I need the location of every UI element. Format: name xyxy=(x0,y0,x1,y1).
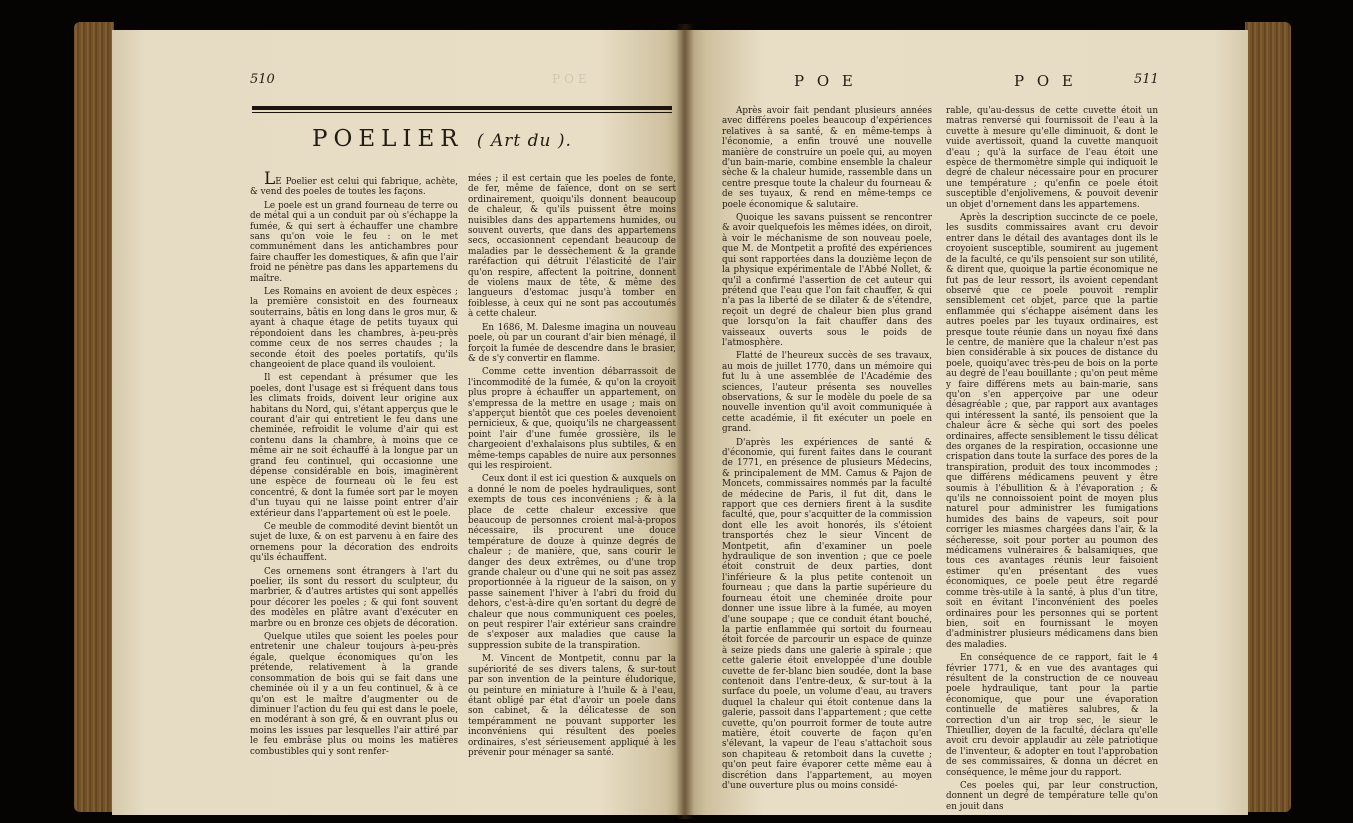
paragraph: En 1686, M. Dalesme imagina un nouveau poele, où par un courant d'air bien ménagé, il forçoit la fumée de descendre dans le brasier, & de s'y convertir en flamme. xyxy=(468,322,676,364)
paragraph: D'après les expériences de santé & d'économie, qui furent faites dans le courant de 1771, en présence de plusieurs Médecins, & principalement de MM. Camus & Pajon de Moncets, commissaires nommés par la faculté de médecine de Paris, il fut dit, dans le rapport que ces derniers firent à la susdite faculté, que, pour s'acquitter de la commission dont elle les avoit honorés, ils s'étoient transportés chez le sieur Vincent de Montpetit, afin d'examiner un poele hydraulique de son invention ; que ce poele étoit construit de deux parties, dont l'inférieure & la plus petite contenoit un fourneau ; que dans la partie supérieure du fourneau étoit une cheminée droite pour donner une issue libre à la fumée, au moyen d'une soupape ; que ce conduit étant bouché, la partie enflammée qui sortoit du fourneau étoit forcée de parcourir un espace de quinze à seize pieds dans une galerie à spirale ; que cette galerie étoit enveloppée d'une double cuvette de fer-blanc bien soudée, dont la base contenoit dans l'entre-deux, & sur-tout à la surface du poele, un volume d'eau, au travers duquel la chaleur qui étoit contenue dans la galerie, passoit dans l'appartement ; que cette cuvette, qu'on pourroit former de toute autre matière, étoit couverte de façon qu'en s'élevant, la vapeur de l'eau s'attachoit sous son chapiteau & retomboit dans la cuvette ; qu'on peut faire évaporer cette même eau à discrétion dans l'appartement, au moyen d'une ouverture plus ou moins considé- xyxy=(722,437,932,791)
paragraph: Ce meuble de commodité devint bientôt un sujet de luxe, & on est parvenu à en faire des ornemens pour la décoration des endroits qu'ils échauffent. xyxy=(250,522,458,564)
title-rule-thick xyxy=(252,106,672,110)
article-title-sub: ( Art du ). xyxy=(476,131,572,151)
paragraph: Il est cependant à présumer que les poeles, dont l'usage est si fréquent dans tous les climats froids, doivent leur origine aux habitans du Nord, qui, s'étant apperçus que le courant d'air qui entretient le feu dans une cheminée, refroidit le volume d'air qui est contenu dans la chambre, à moins que ce même air ne soit échauffé à la longue par un grand feu continuel, qui occasionne une dépense considérable en bois, imaginèrent une espèce de fourneau où le feu est concentré, & dont la fumée sort par le moyen d'un tuyau qui ne laisse point entrer d'air extérieur dans l'appartement où est le poele. xyxy=(250,373,458,519)
paragraph: LE Poelier est celui qui fabrique, achète, & vend des poeles de toutes les façons. xyxy=(250,169,458,198)
page-number: 510 xyxy=(250,72,275,87)
book-fore-edge-right xyxy=(1245,22,1291,812)
paragraph: rable, qu'au-dessus de cette cuvette étoit un matras renversé qui fournissoit de l'eau à la cuvette à mesure qu'elle diminuoit, & dont le vuide avertissoit, quand la cuvette manquoit d'eau ; qu'à la surface de l'eau étoit une espèce de thermomètre simple qui indiquoit le degré de chaleur nécessaire pour en procurer une température ; qu'enfin ce poele étoit susceptible d'enjolivemens, & pouvoit devenir un objet d'ornement dans les appartemens. xyxy=(946,106,1158,210)
title-rule-thin xyxy=(252,112,672,113)
article-title-main: POELIER xyxy=(312,126,464,152)
text-column-2 xyxy=(468,174,676,804)
article-title xyxy=(312,126,672,152)
paragraph: Ces poeles qui, par leur construction, donnent un degré de température telle qu'on en jouit dans xyxy=(946,781,1158,812)
paragraph: Après avoir fait pendant plusieurs années avec différens poeles beaucoup d'expériences relatives à sa santé, & en même-temps à l'économie, a enfin trouvé une nouvelle manière de construire un poele qui, au moyen d'un bain-marie, combine ensemble la chaleur sèche & la chaleur humide, rassemble dans un centre presque toute la chaleur du fourneau & de ses tuyaux, & rend en même-temps ce poele économique & salutaire. xyxy=(722,106,932,210)
text-column-1 xyxy=(722,106,932,806)
paragraph: Le poele est un grand fourneau de terre ou de métal qui a un conduit par où s'échappe la fumée, & qui sert à échauffer une chambre sans qu'on voie le feu : on le met communément dans les antichambres pour faire chauffer les domestiques, & afin que l'air froid ne pénètre pas dans les appartemens du maître. xyxy=(250,200,458,284)
paragraph: En conséquence de ce rapport, fait le 4 février 1771, & en vue des avantages qui résultent de la construction de ce nouveau poele hydraulique, tant pour la partie économique, que pour une évaporation continuelle de matières salubres, & la correction d'un air trop sec, le sieur le Thieullier, doyen de la faculté, déclara qu'elle avoit cru devoir applaudir au zèle patriotique de l'inventeur, & adopter en tout l'approbation de ses commissaires, & donna un décret en conséquence, le même jour du rapport. xyxy=(946,653,1158,778)
running-head-left: P O E xyxy=(794,72,857,90)
paragraph: mées ; il est certain que les poeles de fonte, de fer, même de faïence, dont on se sert ordinairement, quoiqu'ils donnent beaucoup de chaleur, & qu'ils puissent être moins nuisibles dans des appartemens humides, ou souvent ouverts, que dans des appartemens secs, occasionnent cependant beaucoup de maladies par le dessèchement & la grande raréfaction qui détruit l'élasticité de l'air qu'on respire, affectent la poitrine, donnent de violens maux de tête, & même des langueurs d'estomac jusqu'à tomber en foiblesse, à ceux qui ne sont pas accoutumés à cette chaleur. xyxy=(468,174,676,320)
paragraph: Comme cette invention débarrassoit de l'incommodité de la fumée, & qu'on la croyoit plus propre à échauffer un appartement, on s'empressa de la mettre en usage ; mais on s'apperçut bientôt que ces poeles devenoient pernicieux, & que, quoiqu'ils ne chargeassent point l'air d'une fumée grossière, ils le chargeoient d'exhalaisons plus subtiles, & en même-temps capables de nuire aux personnes qui les respiroient. xyxy=(468,367,676,471)
paragraph: Après la description succincte de ce poele, les susdits commissaires avant cru devoir entrer dans le détail des avantages dont ils le croyoient susceptible, soumirent au jugement de la faculté, ce qu'ils pensoient sur son utilité, & dirent que, quoique la partie économique ne fut pas de leur ressort, ils avoient cependant observé que ce poele pouvoit remplir sensiblement cet objet, parce que la partie enflammée qui s'échappe aisément dans les autres poeles par les tuyaux ordinaires, est presque toute réunie dans un noyau fixé dans le centre, de manière que la chaleur n'est pas bien considérable à six pouces de distance du poele, quoiqu'avec très-peu de bois on la porte au degré de l'eau bouillante ; qu'on peut même y faire différens mets au bain-marie, sans qu'on s'en apperçoive par une odeur désagréable ; que, par rapport aux avantages qui intéressent la santé, ils pensoient que la chaleur âcre & sèche qui sort des poeles ordinaires, affecte sensiblement le tissu délicat des organes de la respiration, occasionne une crispation dans toute la surface des pores de la transpiration, produit des toux incommodes ; que différens médicamens peuvent y être soumis à l'ébullition & à l'évaporation ; & qu'ils ne connoissoient point de moyen plus naturel pour administrer les fumigations humides des bains de vapeurs, soit pour corriger les miasmes chargées dans l'air, & la sécheresse, soit pour porter au poumon des médicamens vulnéraires & balsamiques, que tous ces avantages réunis leur faisoient estimer qu'en présentant des vues économiques, ce poele peut être regardé comme très-utile à la santé, à plus d'un titre, soit en évitant l'inconvénient des poeles ordinaires pour les personnes qui se portent bien, soit en fournissant le moyen d'administrer plusieurs médicamens dans bien des maladies. xyxy=(946,213,1158,650)
running-head-right: P O E xyxy=(1014,72,1077,90)
book-gutter-shadow xyxy=(676,24,694,819)
book-fore-edge-left xyxy=(74,22,114,812)
paragraph: Quoique les savans puissent se rencontrer & avoir quelquefois les mêmes idées, on diroit, à voir le méchanisme de son nouveau poele, que M. de Montpetit a profité des expériences qui sont rapportées dans la douzième leçon de la physique expérimentale de l'Abbé Nollet, & qu'il a confirmé l'assertion de cet auteur qui prétend que l'eau que l'on fait chauffer, & qui n'a pas la liberté de se dilater & de s'étendre, reçoit un degré de chaleur bien plus grand que lorsqu'on la fait chauffer dans des vaisseaux ouverts sous le poids de l'atmosphère. xyxy=(722,213,932,348)
page-number: 511 xyxy=(1134,72,1159,87)
text-column-2 xyxy=(946,106,1158,812)
right-page xyxy=(684,30,1248,815)
paragraph: Quelque utiles que soient les poeles pour entretenir une chaleur toujours à-peu-près égale, quelque économiques qu'on les prétende, relativement à la grande consommation de bois qui se fait dans une cheminée où il y a un feu continuel, & à ce qu'on est le maître d'augmenter ou de diminuer l'action du feu qui est dans le poele, en modérant à son gré, & en ouvrant plus ou moins les issues par lesquelles l'air attiré par le feu embrâse plus ou moins les matières combustibles qui y sont renfer- xyxy=(250,632,458,757)
paragraph: Flatté de l'heureux succès de ses travaux, au mois de juillet 1770, dans un mémoire qui fut lu à une assemblée de l'Académie des sciences, l'auteur présenta ses nouvelles observations, & sur le modèle du poele de sa nouvelle invention qu'il avoit communiquée à cette académie, il fit exécuter un poele en grand. xyxy=(722,351,932,435)
paragraph: Ces ornemens sont étrangers à l'art du poelier, ils sont du ressort du sculpteur, du marbrier, & d'autres artistes qui sont appellés pour décorer les poeles ; & qui font souvent des modèles en plâtre avant d'exécuter en marbre ou en bronze ces objets de décoration. xyxy=(250,566,458,629)
left-page xyxy=(112,30,684,815)
paragraph: Les Romains en avoient de deux espèces ; la première consistoit en des fourneaux souterrains, bâtis en long dans le gros mur, & ayant à chaque étage de petits tuyaux qui répondoient dans les chambres, à-peu-près comme ceux de nos serres chaudes ; la seconde étoit des poeles portatifs, qu'ils changeoient de place quand ils vouloient. xyxy=(250,287,458,370)
paragraph: M. Vincent de Montpetit, connu par la supériorité de ses divers talens, & sur-tout par son invention de la peinture éludorique, ou peinture en miniature à l'huile & à l'eau, étant obligé par état d'avoir un poele dans son cabinet, & la délicatesse de son tempéramment ne pouvant supporter les inconvéniens qui résultent des poeles ordinaires, s'est sérieusement appliqué à les prévenir pour ménager sa santé. xyxy=(468,654,676,758)
show-through-head: POE xyxy=(552,72,591,86)
paragraph: Ceux dont il est ici question & auxquels on a donné le nom de poeles hydrauliques, sont exempts de tous ces inconvéniens ; & à la place de cette chaleur excessive que beaucoup de personnes croient mal-à-propos nécessaire, ils procurent une douce température de douze à quinze degrés de chaleur ; de manière, que, sans courir le danger des deux extrêmes, ou d'une trop grande chaleur ou d'une qui ne soit pas assez proportionnée à la rigueur de la saison, on y passe sainement l'hiver à l'abri du froid du dehors, c'est-à-dire qu'en sortant du degré de chaleur que nous communiquent ces poeles, on peut respirer l'air extérieur sans craindre de s'exposer aux maladies que cause la suppression subite de la transpiration. xyxy=(468,474,676,651)
text-column-1 xyxy=(250,169,458,804)
